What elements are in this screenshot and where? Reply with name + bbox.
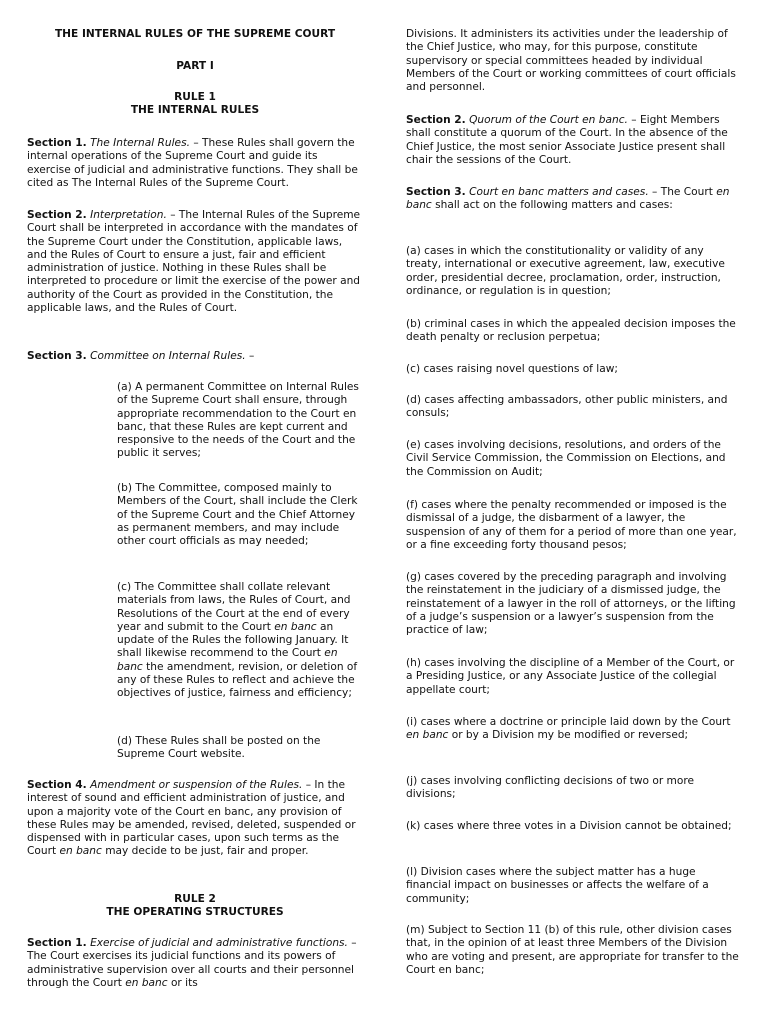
- section-heading: Interpretation.: [90, 209, 167, 221]
- section-heading: Court en banc matters and cases.: [469, 186, 649, 198]
- section-3-item-d: (d) These Rules shall be posted on the Supreme Court website.: [117, 735, 321, 761]
- rule1-title: THE INTERNAL RULES: [130, 104, 260, 116]
- item-d: (d) cases affecting ambassadors, other public ministers, and consuls;: [406, 394, 728, 420]
- item-m: (m) Subject to Section 11 (b) of this rule, other division cases that, in the opinion of at least three Members of the Division who are voting and present, are appropriate for transfer to the Court en banc;: [406, 924, 739, 976]
- section-label: Section 1.: [27, 937, 87, 949]
- item-g: (g) cases covered by the preceding paragraph and involving the reinstatement in the judiciary of a dismissed judge, the reinstatement of a lawyer in the roll of attorneys, or the lifting of a judge’s suspension or a lawyer’s suspension from the practice of law;: [406, 571, 736, 637]
- item-j: (j) cases involving conflicting decisions of two or more divisions;: [406, 775, 694, 801]
- rule2-section-3: Section 3. Court en banc matters and cases. – The Court en banc shall act on the following matters and cases:: [406, 186, 730, 212]
- section-2: [27, 209, 363, 315]
- section-label: Section 2.: [406, 114, 466, 126]
- item-l: (l) Division cases where the subject matter has a huge financial impact on businesses or affects the welfare of a community;: [406, 866, 709, 905]
- rule2-section-2: Section 2. Quorum of the Court en banc. – Eight Members shall constitute a quorum of the Court. In the absence of the Chief Justice, the most senior Associate Justice present shall chair the sessions of the Court.: [406, 114, 728, 166]
- section-heading: Quorum of the Court en banc.: [469, 114, 628, 126]
- section-heading: Exercise of judicial and administrative functions.: [90, 937, 348, 949]
- item-e: (e) cases involving decisions, resolutions, and orders of the Civil Service Commission, the Commission on Elections, and the Commission on Audit;: [406, 439, 726, 478]
- item-h: (h) cases involving the discipline of a Member of the Court, or a Presiding Justice, or any Associate Justice of the collegial appellate court;: [406, 657, 735, 696]
- section-heading: Committee on Internal Rules.: [90, 350, 246, 362]
- section-label: Section 3.: [27, 350, 87, 362]
- section-text: – These Rules shall govern the internal operations of the Supreme Court and guide its exercise of judicial and administrative functions. They shall be cited as The Internal Rules of the Supreme Court.: [27, 137, 358, 189]
- item-c: (c) cases raising novel questions of law;: [406, 363, 618, 375]
- rule2-section-1: Section 1. Exercise of judicial and administrative functions. – The Court exercises its judicial functions and its powers of administrative supervision over all courts and their personnel through the Court en banc or its: [27, 937, 357, 989]
- continued-text: Divisions. It administers its activities under the leadership of the Chief Justice, who may, for this purpose, constitute supervisory or special committees headed by individual Members of the Court or working committees of court officials and personnel.: [406, 28, 736, 94]
- item-k: (k) cases where three votes in a Division cannot be obtained;: [406, 820, 732, 832]
- section-label: Section 3.: [406, 186, 466, 198]
- item-a: (a) cases in which the constitutionality or validity of any treaty, international or executive agreement, law, executive order, presidential decree, proclamation, order, instruction, ordinance, or regulation is in question;: [406, 245, 725, 297]
- section-3-item-a: (a) A permanent Committee on Internal Rules of the Supreme Court shall ensure, through appropriate recommendation to the Court en banc, that these Rules are kept current and responsive to the needs of the Court and the public it serves;: [117, 381, 359, 460]
- item-f: (f) cases where the penalty recommended or imposed is the dismissal of a judge, the disbarment of a lawyer, the suspension of any of them for a period of more than one year, or a fine exceeding forty thousand pesos;: [406, 499, 737, 551]
- section-4: Section 4. Amendment or suspension of the Rules. – In the interest of sound and efficient administration of justice, and upon a majority vote of the Court en banc, any provision of these Rules may be amended, revised, deleted, suspended or dispensed with in particular cases, upon such terms as the Court en banc may decide to be just, fair and proper.: [27, 779, 356, 858]
- section-heading: Amendment or suspension of the Rules.: [90, 779, 303, 791]
- item-i: (i) cases where a doctrine or principle laid down by the Court en banc or by a Division my be modified or reversed;: [406, 716, 731, 742]
- rule2-title: THE OPERATING STRUCTURES: [106, 906, 284, 918]
- section-3: [27, 350, 363, 363]
- section-label: Section 2.: [27, 209, 87, 221]
- section-3-item-c: (c) The Committee shall collate relevant materials from laws, the Rules of Court, and Resolutions of the Court at the end of every year and submit to the Court en banc an update of the Rules the following January. It shall likewise recommend to the Court en banc the amendment, revision, or deletion of any of these Rules to reflect and achieve the objectives of justice, fairness and efficiency;: [117, 581, 358, 700]
- part-heading: PART I: [176, 60, 214, 72]
- section-heading: The Internal Rules.: [90, 137, 190, 149]
- section-3-item-b: (b) The Committee, composed mainly to Members of the Court, shall include the Clerk of the Supreme Court and the Chief Attorney as permanent members, and may include other court officials as may needed;: [117, 482, 358, 548]
- item-b: (b) criminal cases in which the appealed decision imposes the death penalty or reclusion perpetua;: [406, 318, 736, 344]
- document-title: THE INTERNAL RULES OF THE SUPREME COURT: [54, 28, 336, 40]
- rule1-number: RULE 1: [174, 91, 216, 103]
- section-text: – The Internal Rules of the Supreme Court shall be interpreted in accordance with the mandates of the Supreme Court under the Constitution, applicable laws, and the Rules of Court to ensure a just, fair and efficient administration of justice. Nothing in these Rules shall be interpreted to procedure or limit the exercise of the power and authority of the Court as provided in the Constitution, the applicable laws, and the Rules of Court.: [27, 209, 361, 315]
- section-label: Section 1.: [27, 137, 87, 149]
- rule2-number: RULE 2: [174, 893, 216, 905]
- section-text: –: [245, 350, 255, 362]
- section-label: Section 4.: [27, 779, 87, 791]
- section-1: [27, 137, 363, 190]
